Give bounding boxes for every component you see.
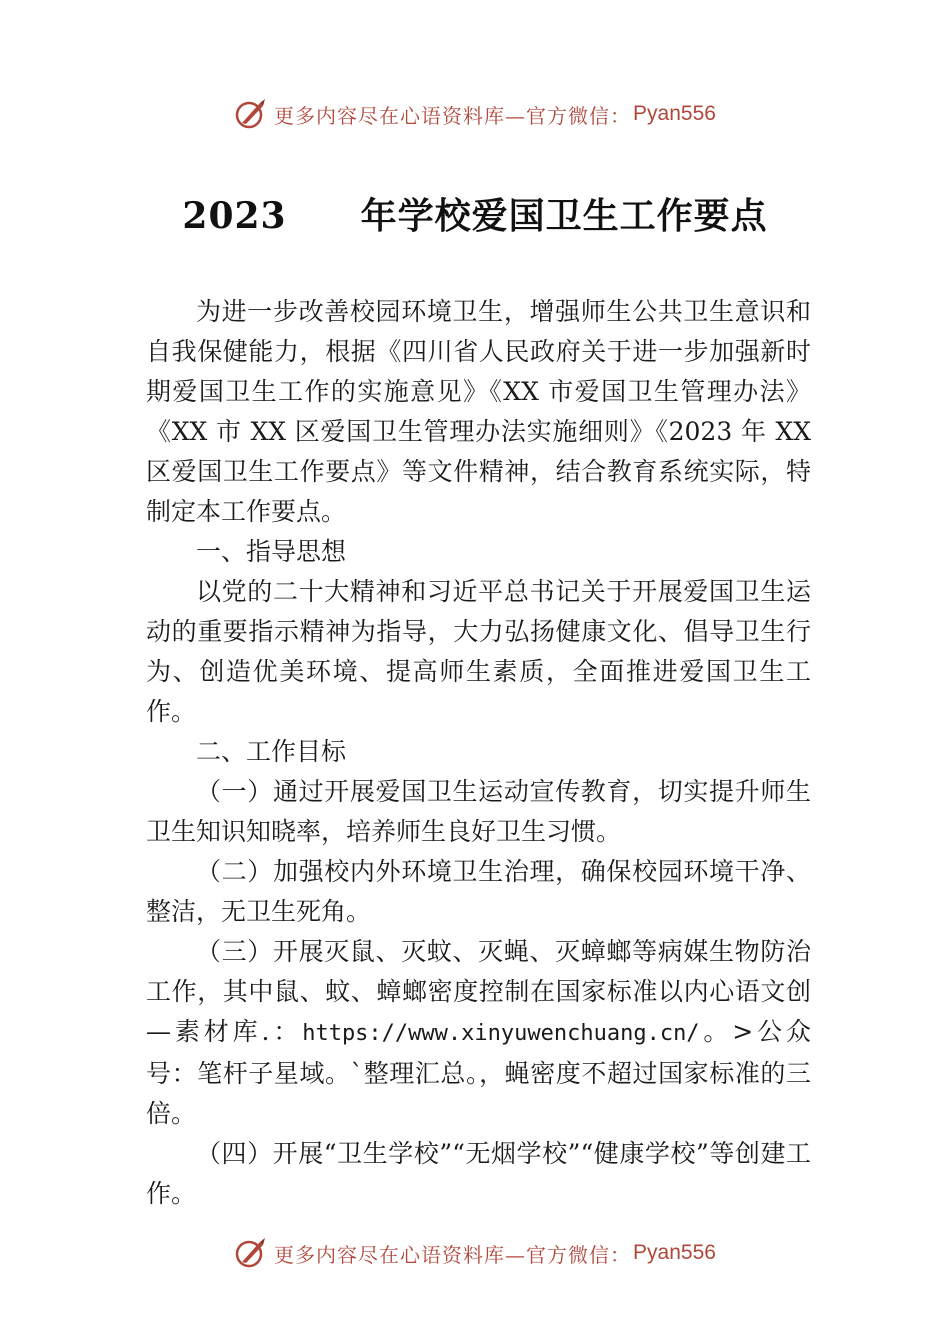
quill-logo-icon	[234, 1236, 268, 1270]
goal-item-4: （四）开展“卫生学校”“无烟学校”“健康学校”等创建工作。	[146, 1139, 811, 1208]
page-title: 2023 年学校爱国卫生工作要点	[182, 195, 768, 237]
goal-item-3	[146, 932, 811, 1134]
goal-item-3-url: https://www.xinyuwenchuang.cn/	[302, 1021, 700, 1046]
watermark-handle: Pyan556	[633, 1241, 716, 1264]
guiding-ideology-paragraph: 以党的二十大精神和习近平总书记关于开展爱国卫生运动的重要指示精神为指导，大力弘扬健康文化、倡导卫生行为、创造优美环境、提高师生素质，全面推进爱国卫生工作。	[146, 577, 811, 726]
footer-watermark	[0, 1236, 950, 1270]
watermark-handle: Pyan556	[633, 102, 716, 125]
header-watermark	[0, 97, 950, 131]
goal-item-3-tail: 。>公众号：笔杆子星域。`整理汇总。，蝇密度不超过国家标准的三倍。	[146, 1017, 812, 1128]
goal-item-3-text: （三）开展灭鼠、灭蚊、灭蝇、灭蟑螂等病媒生物防治工作，其中鼠、蚊、蟑螂密度控制在国家标准以内心语文创—素材库.：	[146, 937, 811, 1046]
quill-logo-icon	[234, 97, 268, 131]
intro-paragraph: 为进一步改善校园环境卫生，增强师生公共卫生意识和自我保健能力，根据《四川省人民政府关于进一步加强新时期爱国卫生工作的实施意见》《XX 市爱国卫生管理办法》《XX 市 XX 区爱国卫生管理办法实施细则》《2023 年 XX 区爱国卫生工作要点》等文件精神，结合教育系统实际，特制定本工作要点。	[146, 297, 811, 526]
watermark-text: 更多内容尽在心语资料库—官方微信：	[274, 103, 632, 128]
section-heading-guiding-ideology: 一、指导思想	[196, 537, 347, 566]
watermark-text: 更多内容尽在心语资料库—官方微信：	[274, 1242, 632, 1267]
goal-item-2: （二）加强校内外环境卫生治理，确保校园环境干净、整洁，无卫生死角。	[146, 857, 811, 926]
section-heading-work-goals: 二、工作目标	[196, 737, 347, 766]
goal-item-1: （一）通过开展爱国卫生运动宣传教育，切实提升师生卫生知识知晓率，培养师生良好卫生习惯。	[146, 777, 811, 846]
document-body	[146, 292, 811, 1214]
